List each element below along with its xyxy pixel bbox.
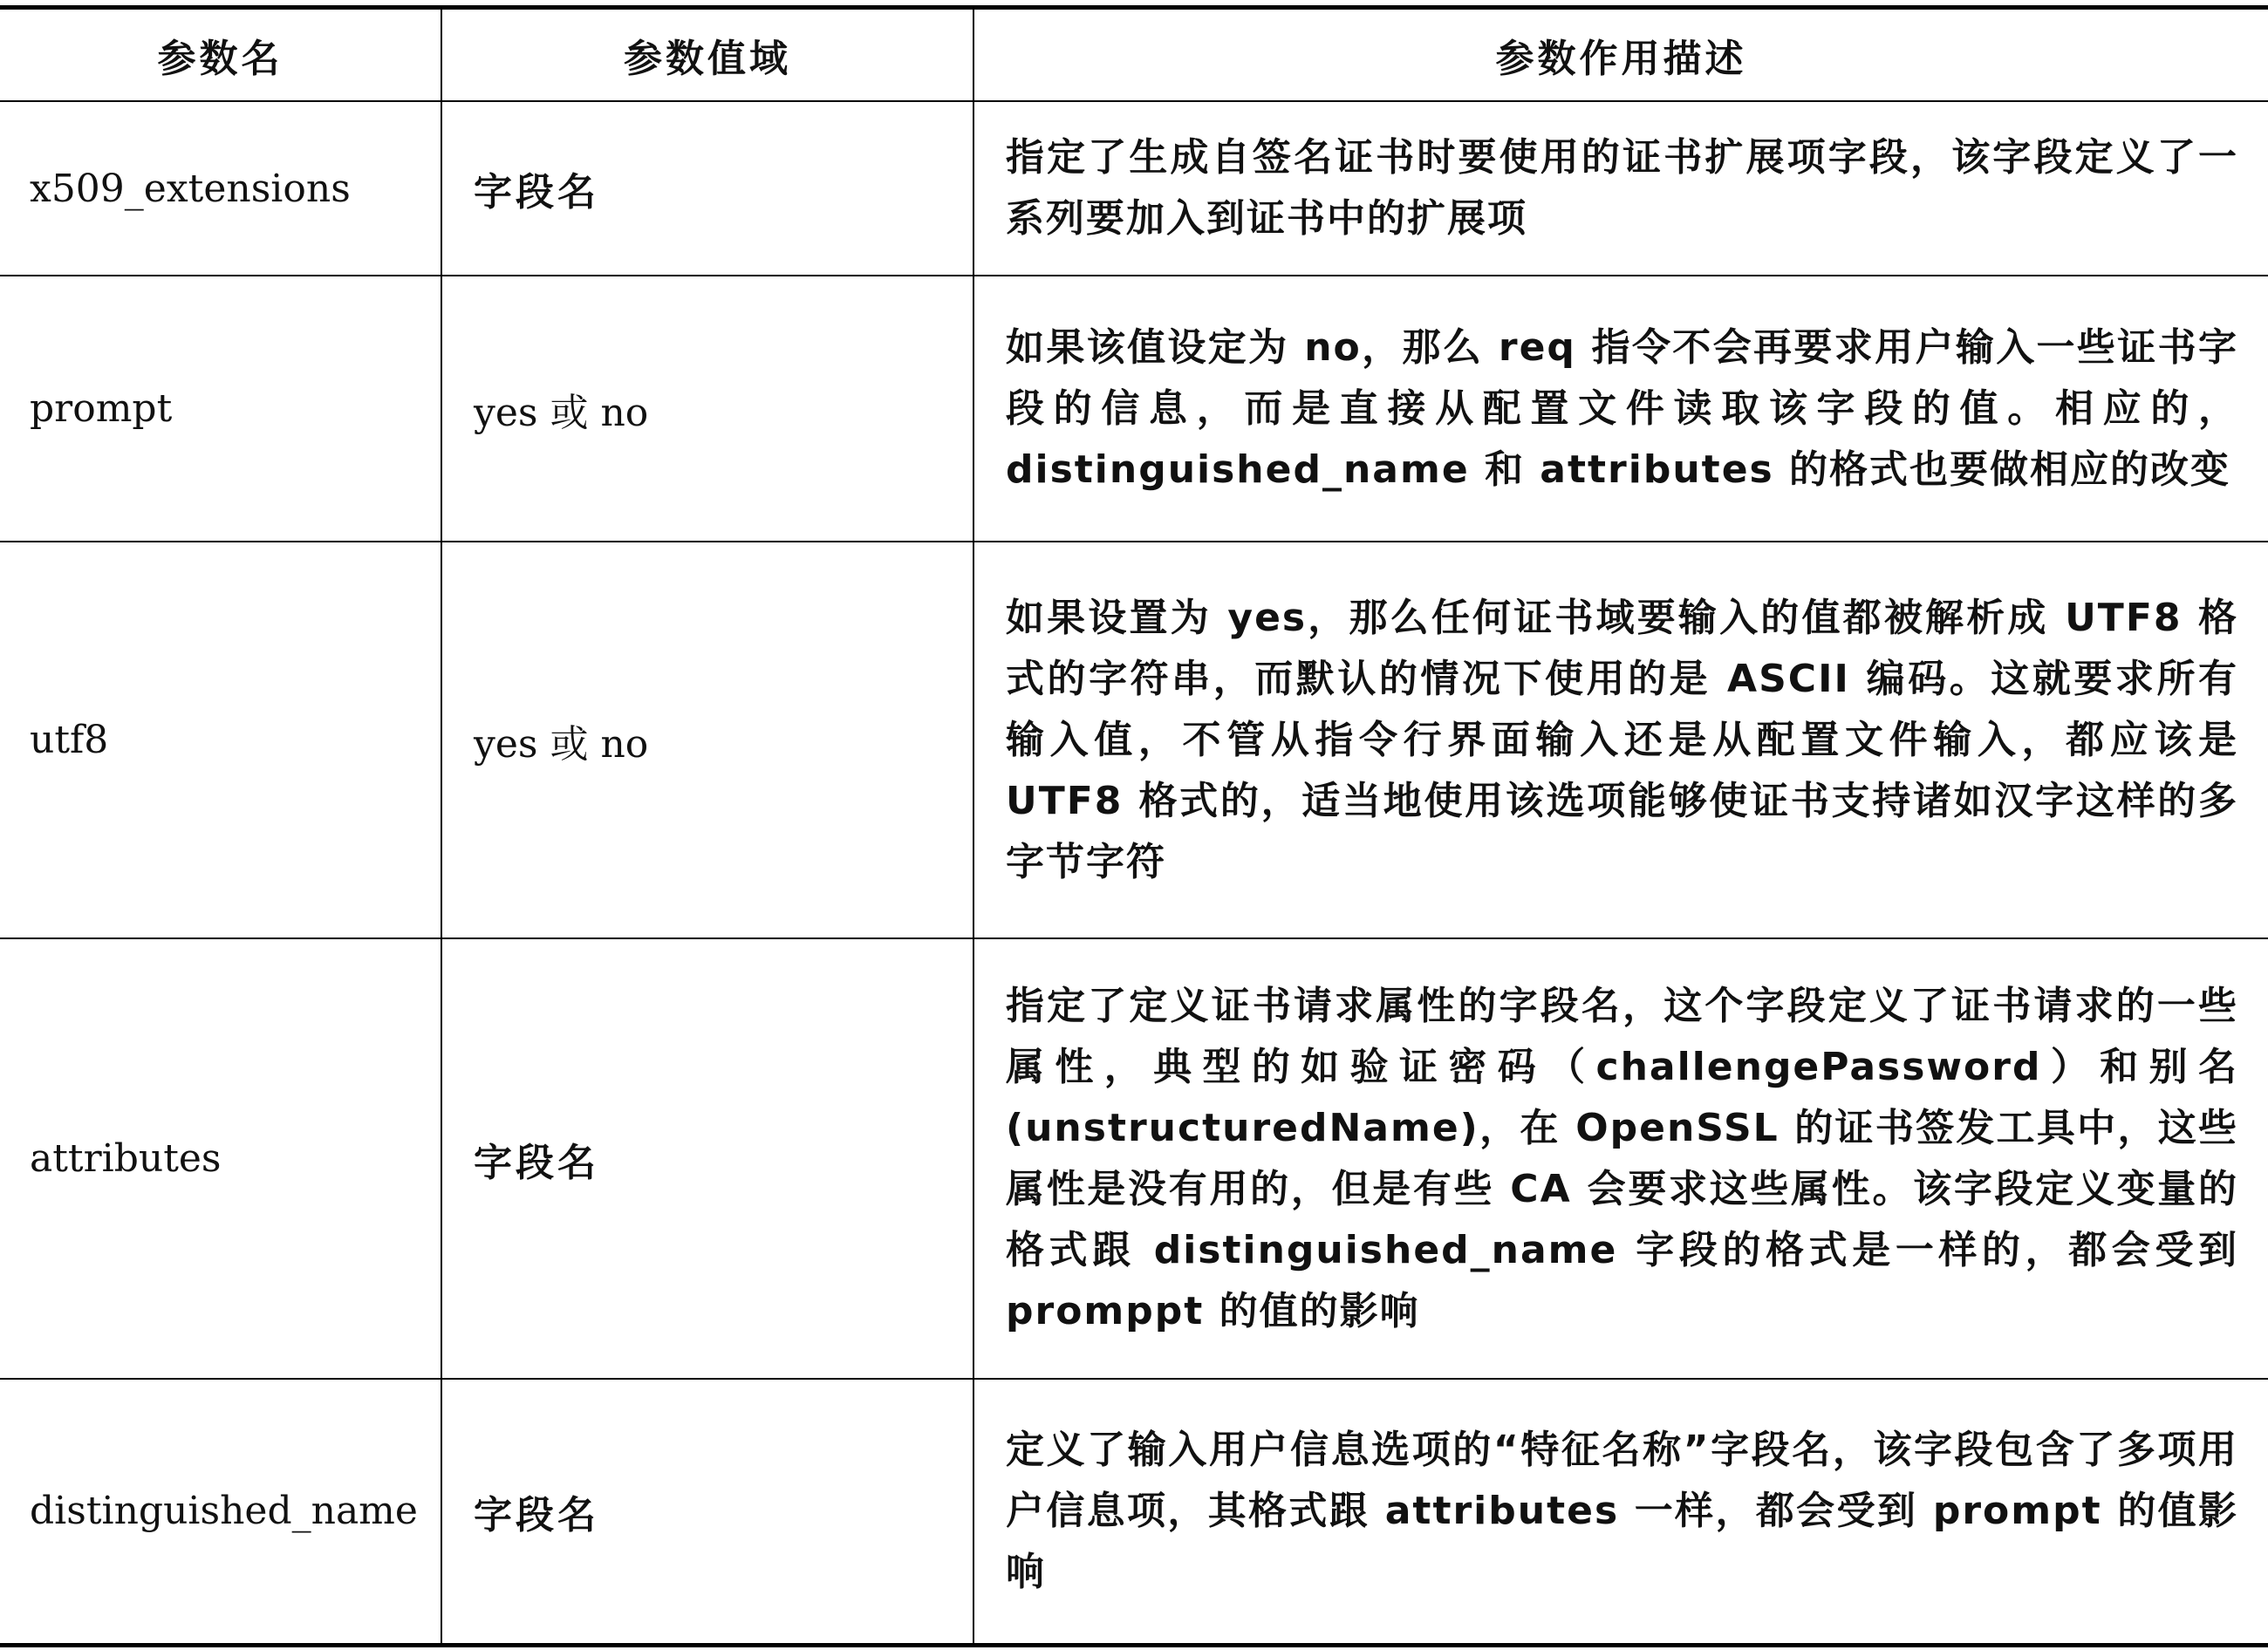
table-row <box>0 938 2268 1379</box>
param-name-cell: attributes <box>0 938 441 1379</box>
header-param-description: 参数作用描述 <box>973 8 2268 102</box>
table-row <box>0 1379 2268 1645</box>
param-name-cell: utf8 <box>0 542 441 938</box>
param-description-cell: 如果该值设定为 no，那么 req 指令不会再要求用户输入一些证书字段的信息，而是直接从配置文件读取该字段的值。相应的，distinguished_name 和 attributes 的格式也要做相应的改变 <box>973 276 2268 542</box>
table-row <box>0 542 2268 938</box>
param-domain-cell: yes 或 no <box>441 276 973 542</box>
param-domain-cell: 字段名 <box>441 101 973 276</box>
table-row <box>0 276 2268 542</box>
param-domain-cell: 字段名 <box>441 938 973 1379</box>
parameter-table <box>0 5 2268 1647</box>
param-name-cell: prompt <box>0 276 441 542</box>
param-name-cell: x509_extensions <box>0 101 441 276</box>
header-param-name: 参数名 <box>0 8 441 102</box>
table-row <box>0 101 2268 276</box>
param-domain-cell: yes 或 no <box>441 542 973 938</box>
param-description-cell: 指定了生成自签名证书时要使用的证书扩展项字段，该字段定义了一系列要加入到证书中的扩展项 <box>973 101 2268 276</box>
param-name-cell: distinguished_name <box>0 1379 441 1645</box>
param-domain-cell: 字段名 <box>441 1379 973 1645</box>
param-description-cell: 指定了定义证书请求属性的字段名，这个字段定义了证书请求的一些属性，典型的如验证密码（challengePassword）和别名(unstructuredName)，在 OpenSSL 的证书签发工具中，这些属性是没有用的，但是有些 CA 会要求这些属性。该字段定义变量的格式跟 distinguished_name 字段的格式是一样的，都会受到 promppt 的值的影响 <box>973 938 2268 1379</box>
header-param-domain: 参数值域 <box>441 8 973 102</box>
param-description-cell: 定义了输入用户信息选项的“特征名称”字段名，该字段包含了多项用户信息项，其格式跟 attributes 一样，都会受到 prompt 的值影响 <box>973 1379 2268 1645</box>
table-header-row <box>0 8 2268 102</box>
param-description-cell: 如果设置为 yes，那么任何证书域要输入的值都被解析成 UTF8 格式的字符串，而默认的情况下使用的是 ASCII 编码。这就要求所有输入值，不管从指令行界面输入还是从配置文件输入，都应该是 UTF8 格式的，适当地使用该选项能够使证书支持诸如汉字这样的多字节字符 <box>973 542 2268 938</box>
